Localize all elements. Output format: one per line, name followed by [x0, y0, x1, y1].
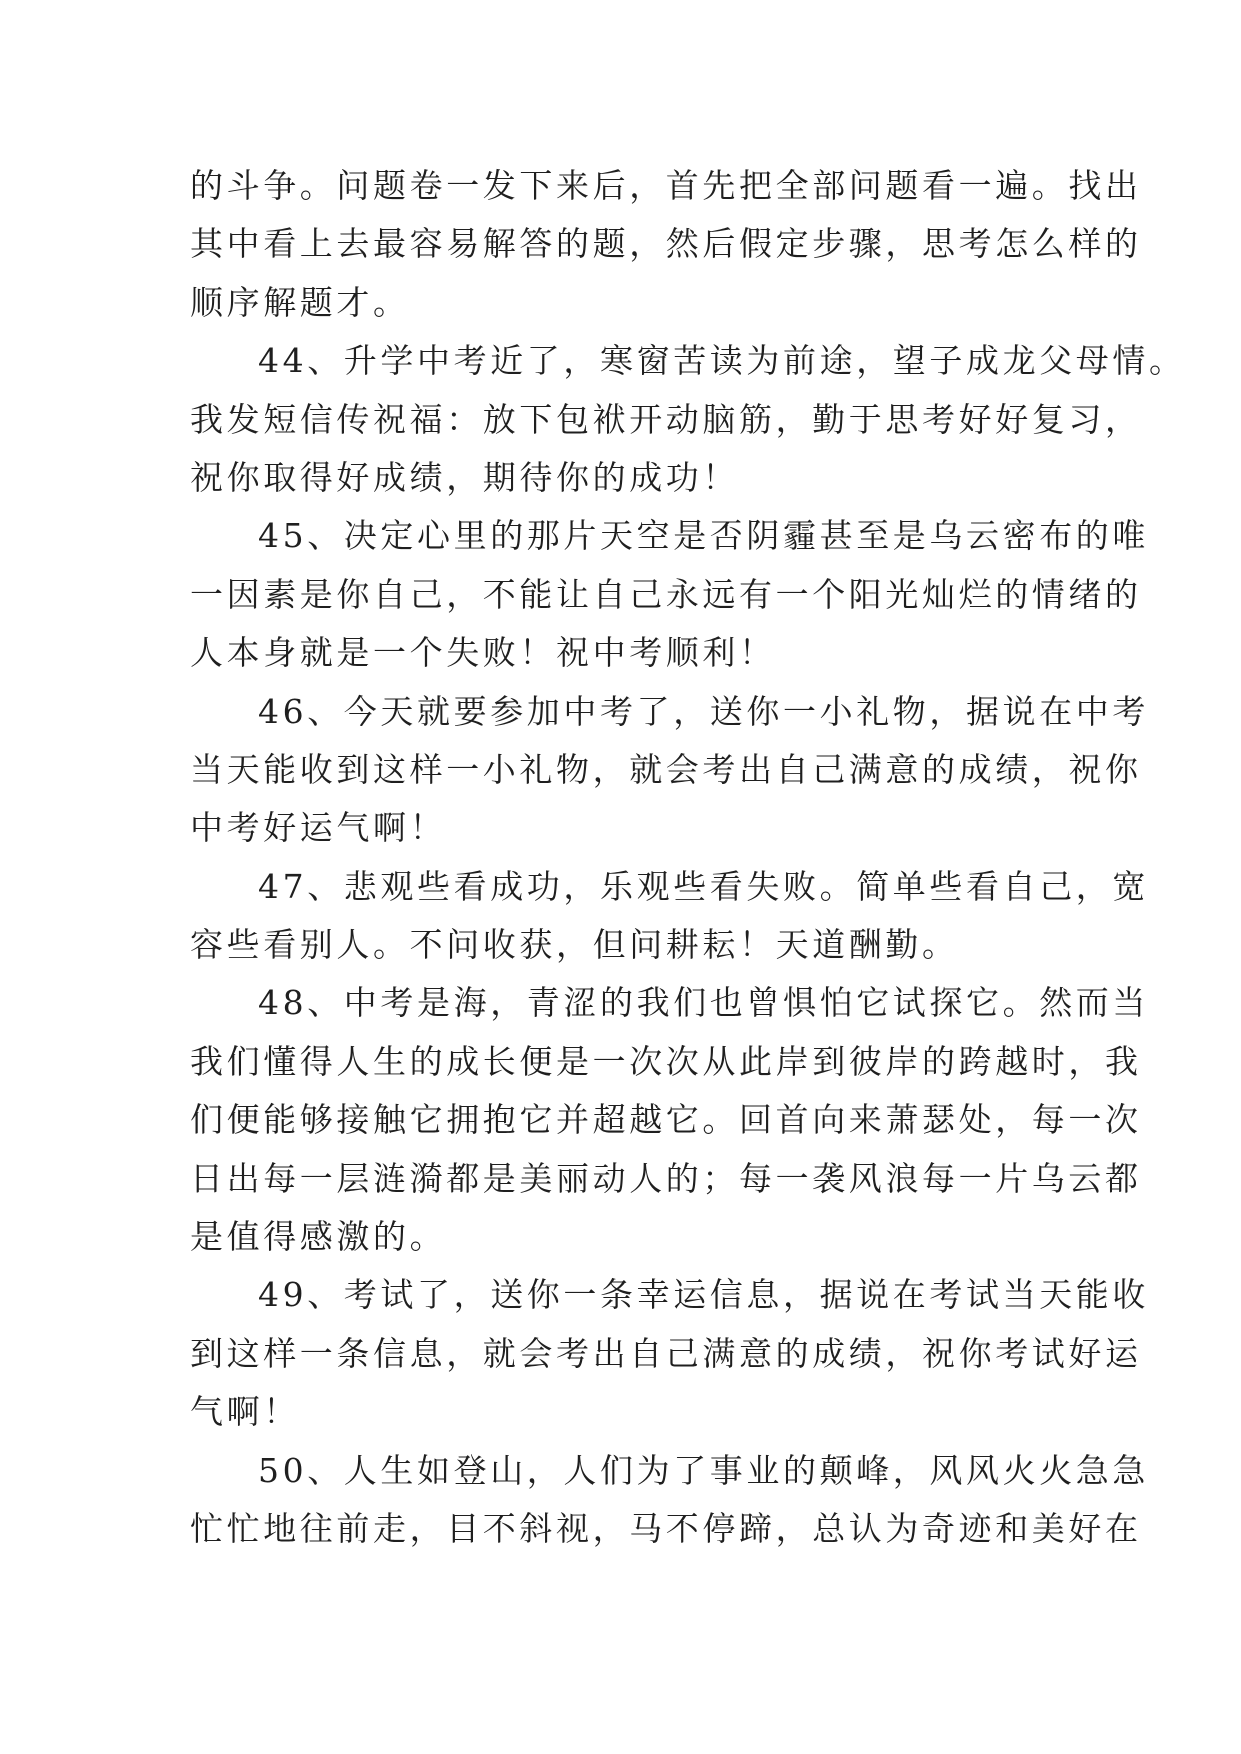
paragraph-line: 气啊！ [190, 1392, 300, 1432]
paragraph-line: 们便能够接触它拥抱它并超越它。回首向来萧瑟处，每一次 [190, 1100, 1142, 1140]
paragraph-line: 祝你取得好成绩，期待你的成功！ [190, 457, 739, 497]
paragraph-line: 其中看上去最容易解答的题，然后假定步骤，思考怎么样的 [190, 224, 1142, 264]
paragraph-line: 的斗争。问题卷一发下来后，首先把全部问题看一遍。找出 [190, 166, 1142, 205]
paragraph-line: 我发短信传祝福：放下包袱开动脑筋，勤于思考好好复习， [190, 399, 1142, 439]
paragraph-first-line: 44、升学中考近了，寒窗苦读为前途，望子成龙父母情。 [258, 341, 1186, 381]
paragraph-line: 顺序解题才。 [190, 282, 410, 322]
paragraph-line: 到这样一条信息，就会考出自己满意的成绩，祝你考试好运 [190, 1333, 1142, 1373]
paragraph-line: 是值得感激的。 [190, 1217, 447, 1257]
paragraph-line: 中考好运气啊！ [190, 808, 447, 848]
paragraph-first-line: 46、今天就要参加中考了，送你一小礼物，据说在中考 [258, 691, 1149, 731]
paragraph-line: 日出每一层涟漪都是美丽动人的；每一袭风浪每一片乌云都 [190, 1158, 1142, 1198]
paragraph-line: 人本身就是一个失败！祝中考顺利！ [190, 633, 776, 673]
paragraph-line: 忙忙地往前走，目不斜视，马不停蹄，总认为奇迹和美好在 [190, 1508, 1142, 1548]
paragraph-first-line: 49、考试了，送你一条幸运信息，据说在考试当天能收 [258, 1275, 1149, 1315]
paragraph-first-line: 50、人生如登山，人们为了事业的颠峰，风风火火急急 [258, 1450, 1149, 1490]
document-body [190, 157, 1186, 1558]
paragraph-line: 当天能收到这样一小礼物，就会考出自己满意的成绩，祝你 [190, 749, 1142, 789]
paragraph-line: 容些看别人。不问收获，但问耕耘！天道酬勤。 [190, 925, 959, 965]
paragraph-line: 我们懂得人生的成长便是一次次从此岸到彼岸的跨越时，我 [190, 1041, 1142, 1081]
paragraph-first-line: 48、中考是海，青涩的我们也曾惧怕它试探它。然而当 [258, 983, 1149, 1023]
paragraph-first-line: 47、悲观些看成功，乐观些看失败。简单些看自己，宽 [258, 866, 1149, 906]
paragraph-line: 一因素是你自己，不能让自己永远有一个阳光灿烂的情绪的 [190, 574, 1142, 614]
paragraph-first-line: 45、决定心里的那片天空是否阴霾甚至是乌云密布的唯 [258, 516, 1149, 556]
